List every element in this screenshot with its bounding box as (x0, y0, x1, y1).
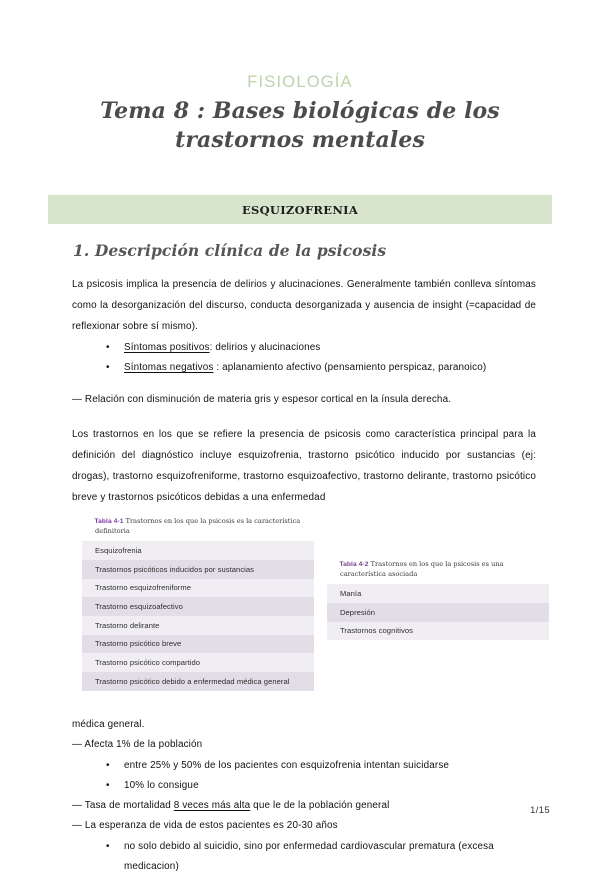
suicide-bullet-list (72, 756, 536, 796)
note-life-expectancy: — La esperanza de vida de estos pacientes es 20-30 años (72, 820, 338, 832)
topic-banner (48, 195, 552, 224)
table-row: Trastorno psicótico debido a enfermedad médica general (82, 672, 314, 691)
table-row: Depresión (327, 603, 549, 622)
note-gray-matter: — Relación con disminución de materia gris y espesor cortical en la ínsula derecha. (72, 394, 452, 406)
table-4-2-number: Tabla 4-2 (339, 561, 369, 569)
page-number: 1/15 (530, 804, 550, 815)
table-row: Esquizofrenia (82, 541, 314, 560)
mortality-prefix: — Tasa de mortalidad (72, 800, 174, 812)
document-title: Tema 8 : Bases biológicas de los trastornos mentales (100, 98, 500, 154)
table-row: Trastornos cognitivos (327, 622, 549, 641)
list-item (106, 338, 536, 358)
paragraph-psychosis-definition: La psicosis implica la presencia de delirios y alucinaciones. Generalmente también conlleva síntomas como la desorganización del discurso, conducta desorganizada y ausencia de insight (=capacidad de reflexionar sobre sí mismo). (72, 279, 536, 333)
tables-region (72, 517, 536, 713)
table-row: Trastornos psicóticos inducidos por sustancias (82, 560, 314, 579)
list-item: • no solo debido al suicidio, sino por enfermedad cardiovascular prematura (excesa medicacion) (106, 837, 536, 877)
note-prevalence: — Afecta 1% de la población (72, 739, 203, 751)
symptom-description: : aplanamiento afectivo (pensamiento perspicaz, paranoico) (213, 362, 487, 374)
paragraph-disorders-list: Los trastornos en los que se refiere la presencia de psicosis como característica principal para la definición del diagnóstico incluye esquizofrenia, trastorno psicótico inducido por sustancias (ej: drogas), trastorno esquizofreniforme, trastorno esquizoafectivo, trastorno delirante, trastorno psicótico breve y trastornos psicóticos debidas a una enfermedad (72, 429, 536, 504)
table-4-1-description: Trastornos en los que la psicosis es la característica definitoria (95, 517, 301, 535)
page-header (0, 0, 600, 155)
table-4-1-number: Tabla 4-1 (94, 518, 124, 526)
table-row: Trastorno esquizoafectivo (82, 597, 314, 616)
table-4-2-caption (327, 560, 549, 579)
table-4-1-rows (82, 541, 314, 690)
epidemiology-block (72, 715, 536, 877)
table-4-2-description: Trastornos en los que la psicosis es una característica asociada (340, 560, 504, 578)
table-4-2 (327, 560, 549, 640)
table-row: Trastorno esquizofreniforme (82, 579, 314, 598)
document-subject: FISIOLOGÍA (247, 73, 353, 91)
table-row: Trastorno psicótico breve (82, 635, 314, 654)
table-4-2-rows (327, 584, 549, 640)
table-row: Trastorno delirante (82, 616, 314, 635)
table-4-1 (82, 517, 314, 690)
mortality-suffix: que le de la población general (250, 800, 390, 812)
continuation-line: médica general. (72, 719, 145, 731)
note-mortality-rate (72, 796, 536, 816)
list-item: • entre 25% y 50% de los pacientes con esquizofrenia intentan suicidarse (106, 756, 536, 776)
list-item (106, 358, 536, 378)
cause-bullet-list (72, 837, 536, 877)
symptoms-bullet-list (72, 338, 536, 378)
table-row: Manía (327, 584, 549, 603)
table-4-1-caption (82, 517, 314, 536)
mortality-emphasis: 8 veces más alta (173, 800, 251, 812)
list-item: • 10% lo consigue (106, 776, 536, 796)
document-content (0, 274, 600, 877)
symptom-term: Síntomas positivos (124, 342, 210, 354)
section-heading: 1. Descripción clínica de la psicosis (73, 241, 387, 261)
symptom-description: : delirios y alucinaciones (209, 342, 321, 354)
table-row: Trastorno psicótico compartido (82, 653, 314, 672)
symptom-term: Síntomas negativos (124, 362, 214, 374)
topic-banner-label: ESQUIZOFRENIA (241, 202, 359, 217)
